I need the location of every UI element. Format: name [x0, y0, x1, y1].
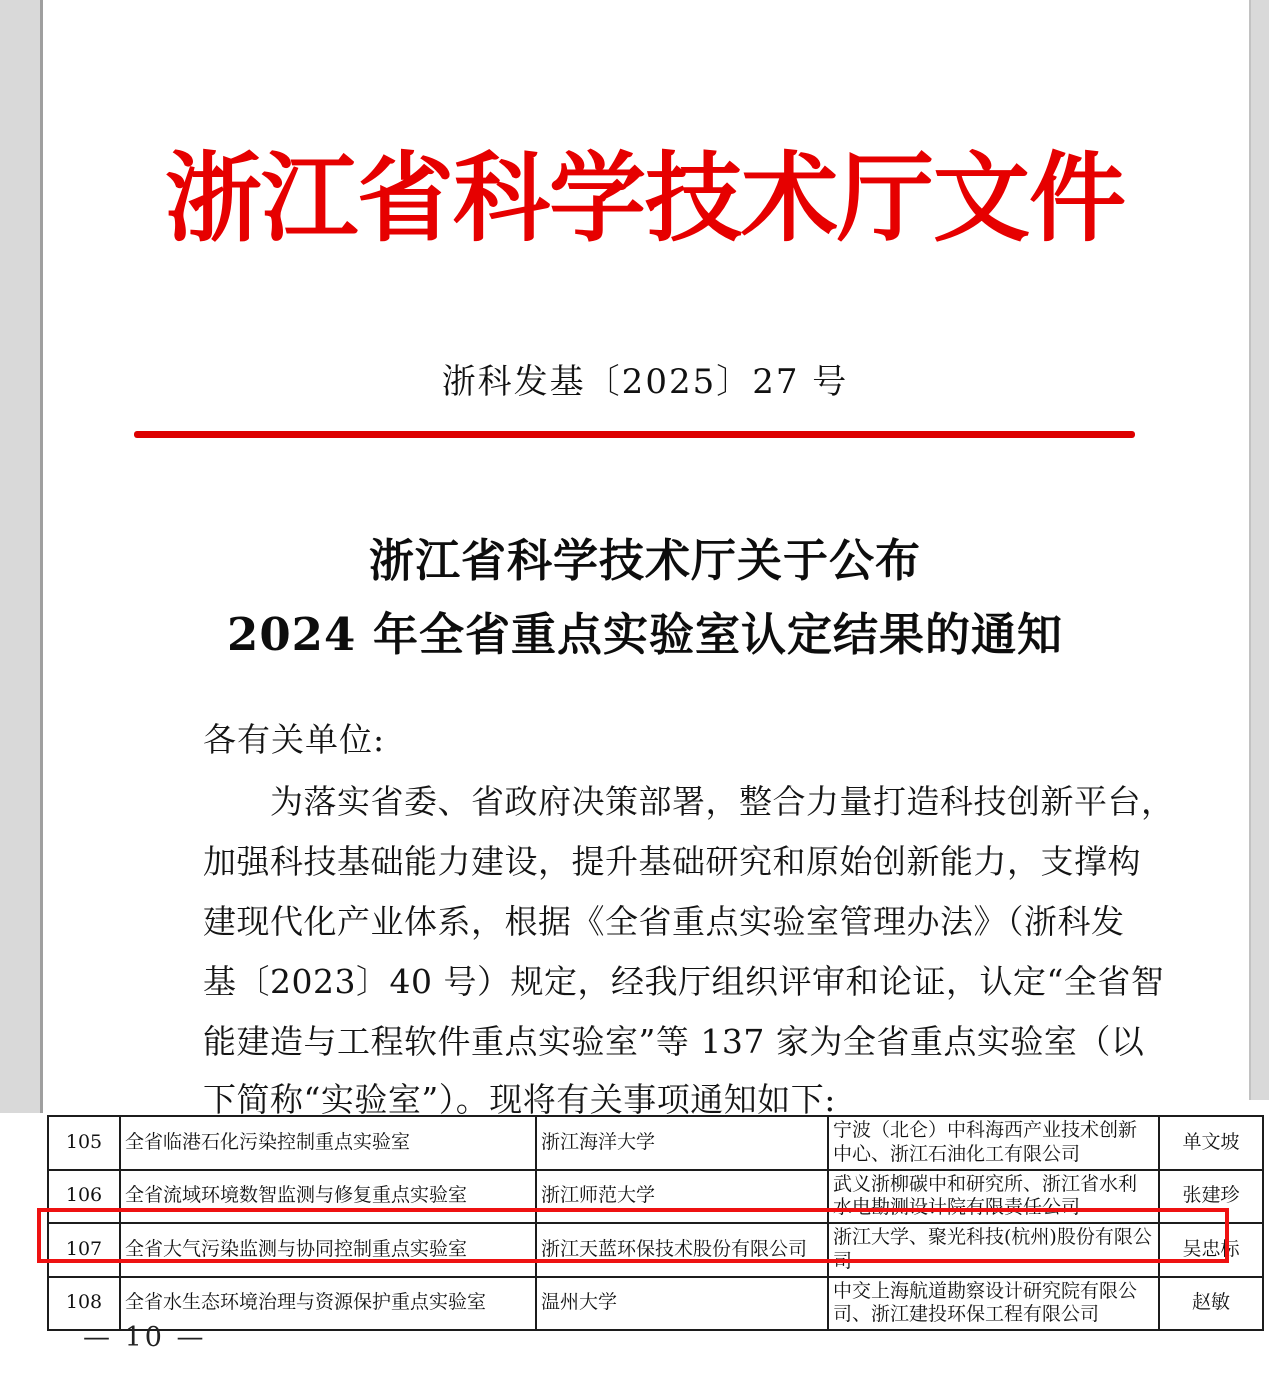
cell-institution: 温州大学	[536, 1277, 828, 1331]
body-line: 下简称“实验室”）。现将有关事项通知如下:	[203, 1080, 836, 1119]
cell-row-number: 107	[48, 1223, 120, 1277]
cell-institution: 浙江师范大学	[536, 1170, 828, 1224]
body-line: 为落实省委、省政府决策部署，整合力量打造科技创新平台，	[270, 782, 1175, 821]
body-line: 加强科技基础能力建设，提升基础研究和原始创新能力，支撑构	[203, 842, 1141, 881]
cell-partners: 武义浙柳碳中和研究所、浙江省水利水电勘测设计院有限责任公司	[828, 1170, 1159, 1224]
cell-lab-name: 全省流域环境数智监测与修复重点实验室	[120, 1170, 536, 1224]
body-line: 能建造与工程软件重点实验室”等 137 家为全省重点实验室（以	[203, 1022, 1145, 1061]
cell-institution: 浙江海洋大学	[536, 1116, 828, 1170]
results-table-body	[48, 1116, 1263, 1330]
cell-director: 单文坡	[1159, 1116, 1263, 1170]
cell-partners: 宁波（北仑）中科海西产业技术创新中心、浙江石油化工有限公司	[828, 1116, 1159, 1170]
table-row	[48, 1277, 1263, 1331]
red-divider-rule	[134, 431, 1135, 438]
salutation: 各有关单位:	[203, 720, 386, 759]
cell-partners: 浙江大学、聚光科技(杭州)股份有限公司	[828, 1223, 1159, 1277]
laboratory-results-table	[47, 1115, 1264, 1331]
cell-lab-name: 全省水生态环境治理与资源保护重点实验室	[120, 1277, 536, 1331]
cell-director: 赵敏	[1159, 1277, 1263, 1331]
cell-partners: 中交上海航道勘察设计研究院有限公司、浙江建投环保工程有限公司	[828, 1277, 1159, 1331]
table-row	[48, 1116, 1263, 1170]
table-row-highlighted	[48, 1223, 1263, 1277]
cell-director: 吴忠标	[1159, 1223, 1263, 1277]
cell-lab-name: 全省临港石化污染控制重点实验室	[120, 1116, 536, 1170]
notice-title-line1: 浙江省科学技术厅关于公布	[368, 534, 921, 587]
page-number: — 10 —	[83, 1322, 207, 1353]
page-margin-left	[0, 0, 43, 1113]
agency-letterhead-title: 浙江省科学技术厅文件	[165, 141, 1125, 255]
notice-title-line2: 2024 年全省重点实验室认定结果的通知	[227, 608, 1063, 661]
cell-lab-name: 全省大气污染监测与协同控制重点实验室	[120, 1223, 536, 1277]
body-line: 基〔2023〕40 号）规定，经我厅组织评审和论证，认定“全省智	[203, 962, 1165, 1001]
cell-row-number: 105	[48, 1116, 120, 1170]
cell-director: 张建珍	[1159, 1170, 1263, 1224]
cell-institution: 浙江天蓝环保技术股份有限公司	[536, 1223, 828, 1277]
table-row	[48, 1170, 1263, 1224]
document-number: 浙科发基〔2025〕27 号	[441, 362, 849, 402]
cell-row-number: 108	[48, 1277, 120, 1331]
body-line: 建现代化产业体系，根据《全省重点实验室管理办法》（浙科发	[203, 902, 1125, 941]
page-margin-right	[1249, 0, 1269, 1100]
cell-row-number: 106	[48, 1170, 120, 1224]
